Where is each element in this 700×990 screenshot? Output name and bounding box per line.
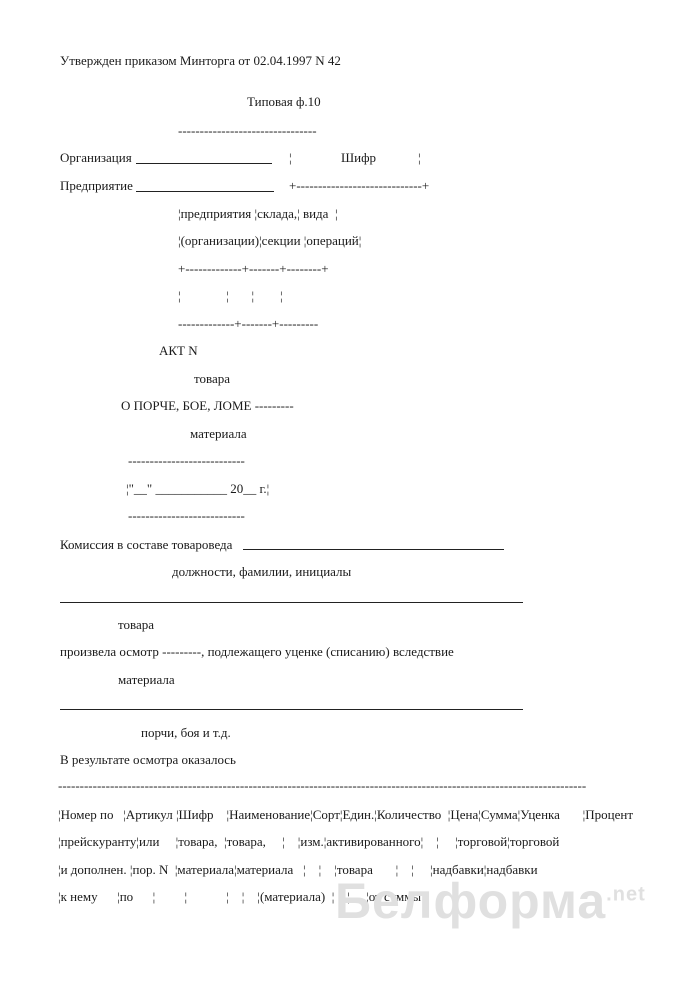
watermark-logo — [335, 872, 646, 930]
reasons-field[interactable] — [60, 709, 523, 710]
enterprise-field[interactable] — [136, 191, 274, 192]
table-header-row-3: ¦и дополнен. ¦пор. N ¦материала¦материала ¦ ¦ ¦товара ¦ ¦ ¦надбавки¦надбавки — [58, 862, 538, 877]
positions-caption: должности, фамилии, инициалы — [172, 564, 352, 579]
enterprise-label: Предприятие — [60, 178, 133, 193]
form-type: Типовая ф.10 — [247, 94, 321, 109]
commission-field[interactable] — [243, 549, 504, 550]
table-header-row-4: ¦к нему ¦по ¦ ¦ ¦ ¦ ¦(материала) ¦ ¦ ¦от суммы — [58, 889, 422, 904]
table-top-rule: -------------------------------------------------------------------------------------------------------------------------- — [58, 778, 587, 793]
commission-members-field[interactable] — [60, 602, 523, 603]
organization-label: Организация — [60, 150, 132, 165]
approval-note: Утвержден приказом Минторга от 02.04.1997 N 42 — [60, 53, 341, 68]
inspection-material-word: материала — [118, 672, 175, 687]
cipher-label: Шифр — [341, 150, 376, 165]
cipher-box-row-3: ¦ ¦ ¦ ¦ — [178, 288, 283, 303]
reasons-caption: порчи, боя и т.д. — [141, 725, 231, 740]
cipher-box-top: +-----------------------------+ — [289, 178, 430, 193]
cipher-bar-left: ¦ — [289, 150, 292, 165]
act-material-word: материала — [190, 426, 247, 441]
act-subtitle: О ПОРЧЕ, БОЕ, ЛОМЕ --------- — [121, 398, 294, 413]
organization-field[interactable] — [136, 163, 272, 164]
date-field[interactable]: ¦"__" ___________ 20__ г.¦ — [126, 481, 270, 496]
cipher-box-row-1: ¦предприятия ¦склада,¦ вида ¦ — [178, 206, 338, 221]
inspection-text: произвела осмотр ---------, подлежащего уценке (списанию) вследствие — [60, 644, 454, 659]
cipher-box-row-2: ¦(организации)¦секции ¦операций¦ — [178, 233, 362, 248]
table-header-row-1: ¦Номер по ¦Артикул ¦Шифр ¦Наименование¦Сорт¦Един.¦Количество ¦Цена¦Сумма¦Уценка ¦Процент — [58, 807, 634, 822]
watermark-text: Белформа — [335, 873, 607, 929]
form-type-underline: -------------------------------- — [178, 123, 317, 138]
cipher-box-separator: +-------------+-------+--------+ — [178, 261, 329, 276]
date-box-top: --------------------------- — [128, 453, 245, 468]
act-title: АКТ N — [159, 343, 198, 358]
inspection-result: В результате осмотра оказалось — [60, 752, 236, 767]
inspection-goods-word: товара — [118, 617, 155, 632]
cipher-bar-right: ¦ — [418, 150, 421, 165]
watermark-suffix: .net — [606, 883, 646, 906]
cipher-box-bottom: -------------+-------+--------- — [178, 316, 319, 331]
act-goods-word: товара — [194, 371, 231, 386]
table-header-row-2: ¦прейскуранту¦или ¦товара, ¦товара, ¦ ¦изм.¦активированного¦ ¦ ¦торговой¦торговой — [58, 834, 560, 849]
date-box-bottom: --------------------------- — [128, 508, 245, 523]
commission-label: Комиссия в составе товароведа — [60, 537, 233, 552]
